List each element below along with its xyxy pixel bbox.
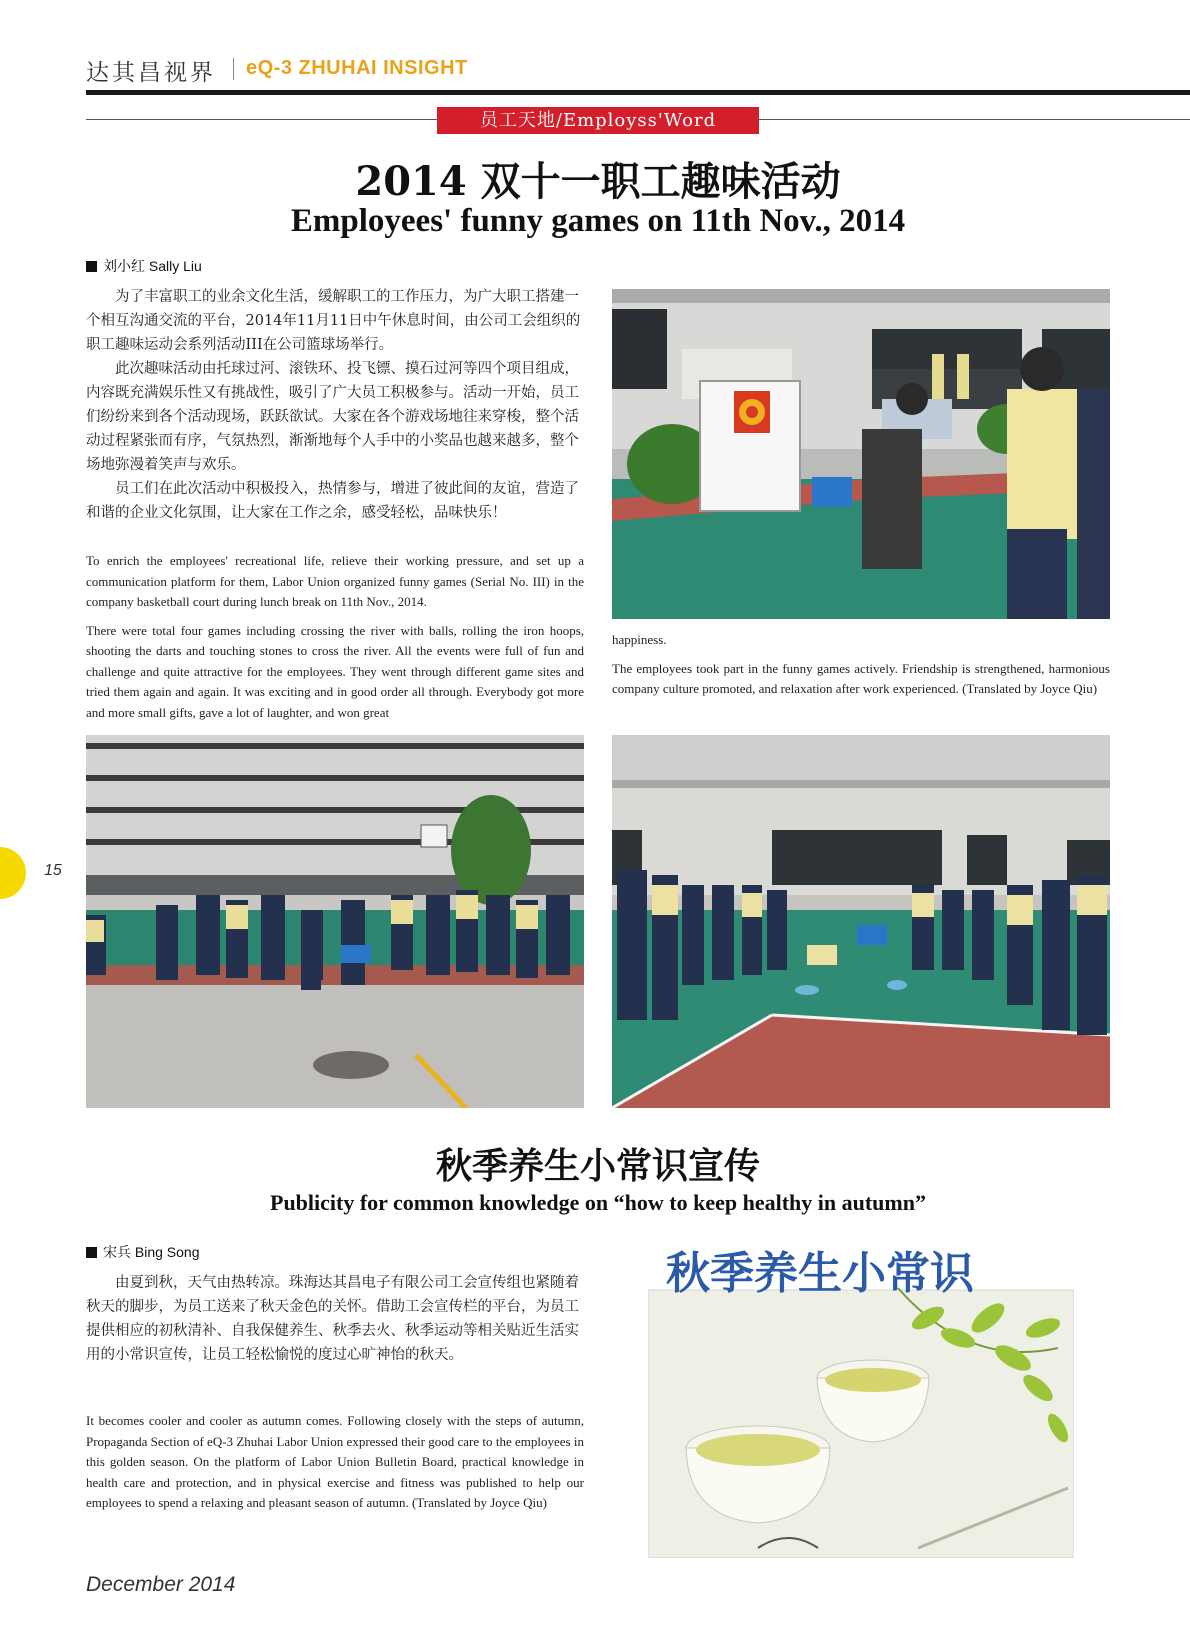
photo-crowd-court bbox=[86, 735, 584, 1108]
magazine-name-cn: 达其昌视界 bbox=[86, 60, 216, 86]
article1-cn-paragraph: 员工们在此次活动中积极投入，热情参与，增进了彼此间的友谊，营造了和谐的企业文化氛围，让大家在工作之余，感受轻松，品味快乐！ bbox=[86, 481, 579, 521]
article1-en-paragraph: To enrich the employees' recreational life, relieve their working pressure, and set up a communication platform for them, Labor Union organized funny games (Serial No. III) in the company basketball court during lunch break on 11th Nov., 2014. bbox=[86, 553, 584, 609]
article1-cn-paragraph: 此次趣味活动由托球过河、滚铁环、投飞镖、摸石过河等四个项目组成，内容既充满娱乐性又有挑战性，吸引了广大员工积极参与。活动一开始，员工们纷纷来到各个活动现场，跃跃欲试。大家在各个游戏场地往来穿梭，整个活动过程紧张而有序，气氛热烈，渐渐地每个人手中的小奖品也越来越多，整个场地弥漫着笑声与欢乐。 bbox=[86, 361, 579, 473]
photo-dart-game bbox=[612, 289, 1110, 619]
article1-en-text-continued bbox=[612, 630, 1110, 700]
issue-date: December 2014 bbox=[86, 1573, 236, 1596]
article1-en-paragraph: There were total four games including crossing the river with balls, rolling the iron hoops, shooting the darts and touching stones to cross the river. All the events were full of fun and challenge and quite attractive for the employees. They went through different game sites and tried them again and again. It was exciting and in good order all through. Everybody got more and more small gifts, gave a lot of laughter, and won great bbox=[86, 622, 584, 720]
article1-en-paragraph: The employees took part in the funny games actively. Friendship is strengthened, harmonious company culture promoted, and relaxation after work experienced. (Translated by Joyce Qiu) bbox=[612, 660, 1110, 696]
article1-byline bbox=[86, 256, 202, 276]
article2-author: 宋兵 Bing Song bbox=[103, 1244, 200, 1260]
magazine-name-en: eQ-3 ZHUHAI INSIGHT bbox=[246, 57, 468, 79]
article1-title-en: Employees' funny games on 11th Nov., 2014 bbox=[290, 203, 906, 239]
header-rule bbox=[86, 90, 1190, 95]
article2-byline bbox=[86, 1242, 200, 1262]
byline-square-icon bbox=[86, 1247, 97, 1258]
article2-en-text bbox=[86, 1411, 584, 1514]
page-number-marker bbox=[0, 847, 26, 899]
article2-cn-text bbox=[86, 1271, 584, 1367]
header-separator bbox=[233, 58, 234, 80]
article2-title-en: Publicity for common knowledge on “how to keep healthy in autumn” bbox=[270, 1190, 926, 1215]
autumn-health-poster bbox=[648, 1248, 1074, 1558]
article2-en-paragraph: It becomes cooler and cooler as autumn comes. Following closely with the steps of autumn, Propaganda Section of eQ-3 Zhuhai Labor Union expressed their good care to the employees in this golden season. On the platform of Labor Union Bulletin Board, practical knowledge in health care and protection, and in physical exercise and fitness was published to help our employees to spend a relaxing and pleasant season of autumn. (Translated by Joyce Qiu) bbox=[86, 1413, 584, 1510]
article2-cn-paragraph: 由夏到秋，天气由热转凉。珠海达其昌电子有限公司工会宣传组也紧随着秋天的脚步，为员工送来了秋天金色的关怀。借助工会宣传栏的平台，为员工提供相应的初秋清补、自我保健养生、秋季去火、秋季运动等相关贴近生活实用的小常识宣传，让员工轻松愉悦的度过心旷神怡的秋天。 bbox=[86, 1275, 579, 1363]
article2-title-cn: 秋季养生小常识宣传 bbox=[435, 1145, 760, 1187]
photo-stones-game bbox=[612, 735, 1110, 1108]
byline-square-icon bbox=[86, 261, 97, 272]
article1-en-text bbox=[86, 551, 584, 723]
article1-cn-text bbox=[86, 285, 584, 525]
article1-en-paragraph-end: happiness. bbox=[612, 632, 667, 647]
article1-author: 刘小红 Sally Liu bbox=[103, 258, 202, 274]
page-number: 15 bbox=[44, 862, 62, 879]
article1-title-cn: 2014 双十一职工趣味活动 bbox=[355, 158, 841, 205]
section-badge: 员工天地/Employss'Word bbox=[437, 107, 759, 134]
article1-cn-paragraph: 为了丰富职工的业余文化生活，缓解职工的工作压力，为广大职工搭建一个相互沟通交流的平台，2014年11月11日中午休息时间，由公司工会组织的职工趣味运动会系列活动III在公司篮球场举行。 bbox=[86, 289, 581, 353]
poster-title: 秋季养生小常识 bbox=[666, 1248, 974, 1299]
